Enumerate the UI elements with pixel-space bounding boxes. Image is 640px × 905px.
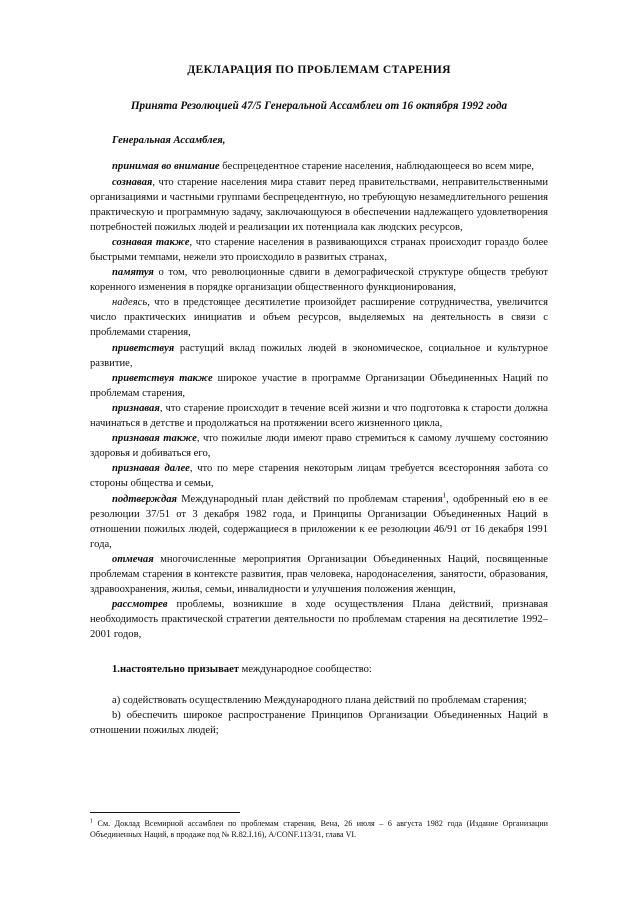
preamble-text-after-footnote: , одобренный ею в ее резолюции 37/51 от 3 декабря 1982 года, и Принципы Организации Объединенных Наций в отношении пожилых людей, содержащиеся в приложении к ее резолюции 46/91 от 16 декабря 1991 года,	[90, 493, 548, 550]
preamble-lead: сознавая	[112, 176, 153, 188]
operative-paragraph-1	[90, 642, 548, 677]
preamble-paragraph	[90, 461, 548, 491]
footnote-area	[90, 812, 548, 841]
page-title: ДЕКЛАРАЦИЯ ПО ПРОБЛЕМАМ СТАРЕНИЯ	[187, 63, 451, 76]
preamble-lead: признавая	[112, 402, 160, 414]
preamble-text: беспрецедентное старение населения, наблюдающееся во всем мире,	[219, 161, 535, 173]
preamble-text: , что по мере старения некоторым лицам требуется всесторонняя забота со стороны общества и семьи,	[90, 463, 548, 490]
preamble-paragraph	[90, 341, 548, 371]
preamble-lead: подтверждая	[112, 493, 177, 505]
preamble-text: , что старение населения мира ставит перед правительствами, неправительственными организациями и частными группами беспрецедентную, но требующую незамедлительного решения практическую и программную задачу, заключающуюся в обеспечении надлежащего удовлетворения потребностей пожилых людей и реализации их потенциала как людских ресурсов,	[90, 176, 548, 233]
preamble-lead: признавая также	[112, 433, 197, 445]
preamble-paragraph	[90, 235, 548, 265]
salutation	[90, 113, 548, 148]
preamble-paragraph	[90, 431, 548, 461]
preamble-text: о том, что революционные сдвиги в демографической структуре обществ требуют коренного изменения в порядке организации общественного функционирования,	[90, 267, 548, 294]
preamble-text: , что старение населения в развивающихся странах происходит гораздо более быстрыми темпами, нежели это происходило в развитых странах,	[90, 236, 548, 263]
subparagraph-marker: b)	[112, 709, 121, 721]
footnote-separator-rule	[90, 812, 240, 813]
preamble-text: проблемы, возникшие в ходе осуществления Плана действий, признавая необходимость практической стратегии деятельности по проблемам старения на десятилетие 1992–2001 годов,	[90, 599, 548, 641]
document-body	[90, 0, 548, 738]
preamble-text: растущий вклад пожилых людей в экономическое, социальное и культурное развитие,	[90, 342, 548, 369]
operative-number: 1.	[112, 664, 120, 676]
subparagraph-marker: a)	[112, 694, 121, 706]
preamble-paragraph	[90, 265, 548, 295]
preamble-paragraph	[90, 597, 548, 642]
salutation-text: Генеральная Ассамблея,	[112, 135, 226, 147]
preamble-paragraph	[90, 371, 548, 401]
preamble-text: , что пожилые люди имеют право стремиться к самому лучшему состоянию здоровья и добиваться его,	[90, 433, 549, 460]
preamble-text-before-footnote: Международный план действий по проблемам старения	[176, 493, 443, 505]
preamble-text: , что старение происходит в течение всей жизни и что подготовка к старости должна начинаться в детстве и продолжаться на протяжении всего жизненного цикла,	[90, 402, 548, 430]
preamble-paragraph	[90, 401, 548, 431]
preamble-text: широкое участие в программе Организации Объединенных Наций по проблемам старения,	[90, 372, 548, 399]
preamble-lead: рассмотрев	[112, 599, 168, 611]
preamble-lead: приветствуя	[112, 342, 175, 354]
preamble-lead: памятуя	[112, 267, 154, 279]
footnote-body-text: См. Доклад Всемирной ассамблеи по проблемам старения, Вена, 26 июля – 6 августа 1982 года (Издание Организации Объединенных Наций, в продаже под № R.82.I.16), A/CONF.113/31, глава VI.	[90, 819, 548, 840]
footnote-marker: 1	[90, 818, 93, 825]
document-subtitle: Принята Резолюцией 47/5 Генеральной Ассамблеи от 16 октября 1992 года	[130, 99, 508, 112]
preamble-text: многочисленные мероприятия Организации Объединенных Наций, посвященные проблемам старения в контексте развития, прав человека, народонаселения, занятости, образования, здравоохранения, жилья, семьи, инвалидности и улучшения положения женщин,	[90, 553, 548, 596]
preamble-lead: сознавая также	[112, 236, 190, 248]
subparagraph-text: содействовать осуществлению Международного плана действий по проблемам старения;	[120, 694, 527, 706]
subparagraph-text: обеспечить широкое распространение Принципов Организации Объединенных Наций в отношении пожилых людей;	[90, 709, 548, 736]
preamble-lead: признавая далее	[112, 463, 190, 475]
footnote-reference-marker[interactable]: 1	[442, 490, 447, 499]
preamble-paragraph	[90, 148, 548, 174]
preamble-paragraph	[90, 175, 548, 235]
preamble-lead: приветствуя также	[112, 372, 213, 384]
preamble-text: , что в предстоящее десятилетие произойдет расширение сотрудничества, увеличится число практических инициатив и объем ресурсов, выделяемых на деятельность в связи с проблемами старения,	[90, 297, 548, 339]
preamble-lead: принимая во внимание	[112, 161, 220, 173]
preamble-paragraph	[90, 552, 548, 597]
preamble-paragraph	[90, 295, 548, 340]
operative-text: международное сообщество:	[239, 664, 372, 676]
preamble-paragraph-with-footnote	[90, 492, 548, 552]
preamble-lead: отмечая	[112, 553, 154, 565]
preamble-lead: надеясь	[112, 297, 148, 309]
operative-subparagraph-b	[90, 708, 548, 738]
footnote-1	[90, 818, 548, 841]
operative-lead: настоятельно призывает	[119, 664, 239, 676]
operative-subparagraph-a	[90, 678, 548, 708]
